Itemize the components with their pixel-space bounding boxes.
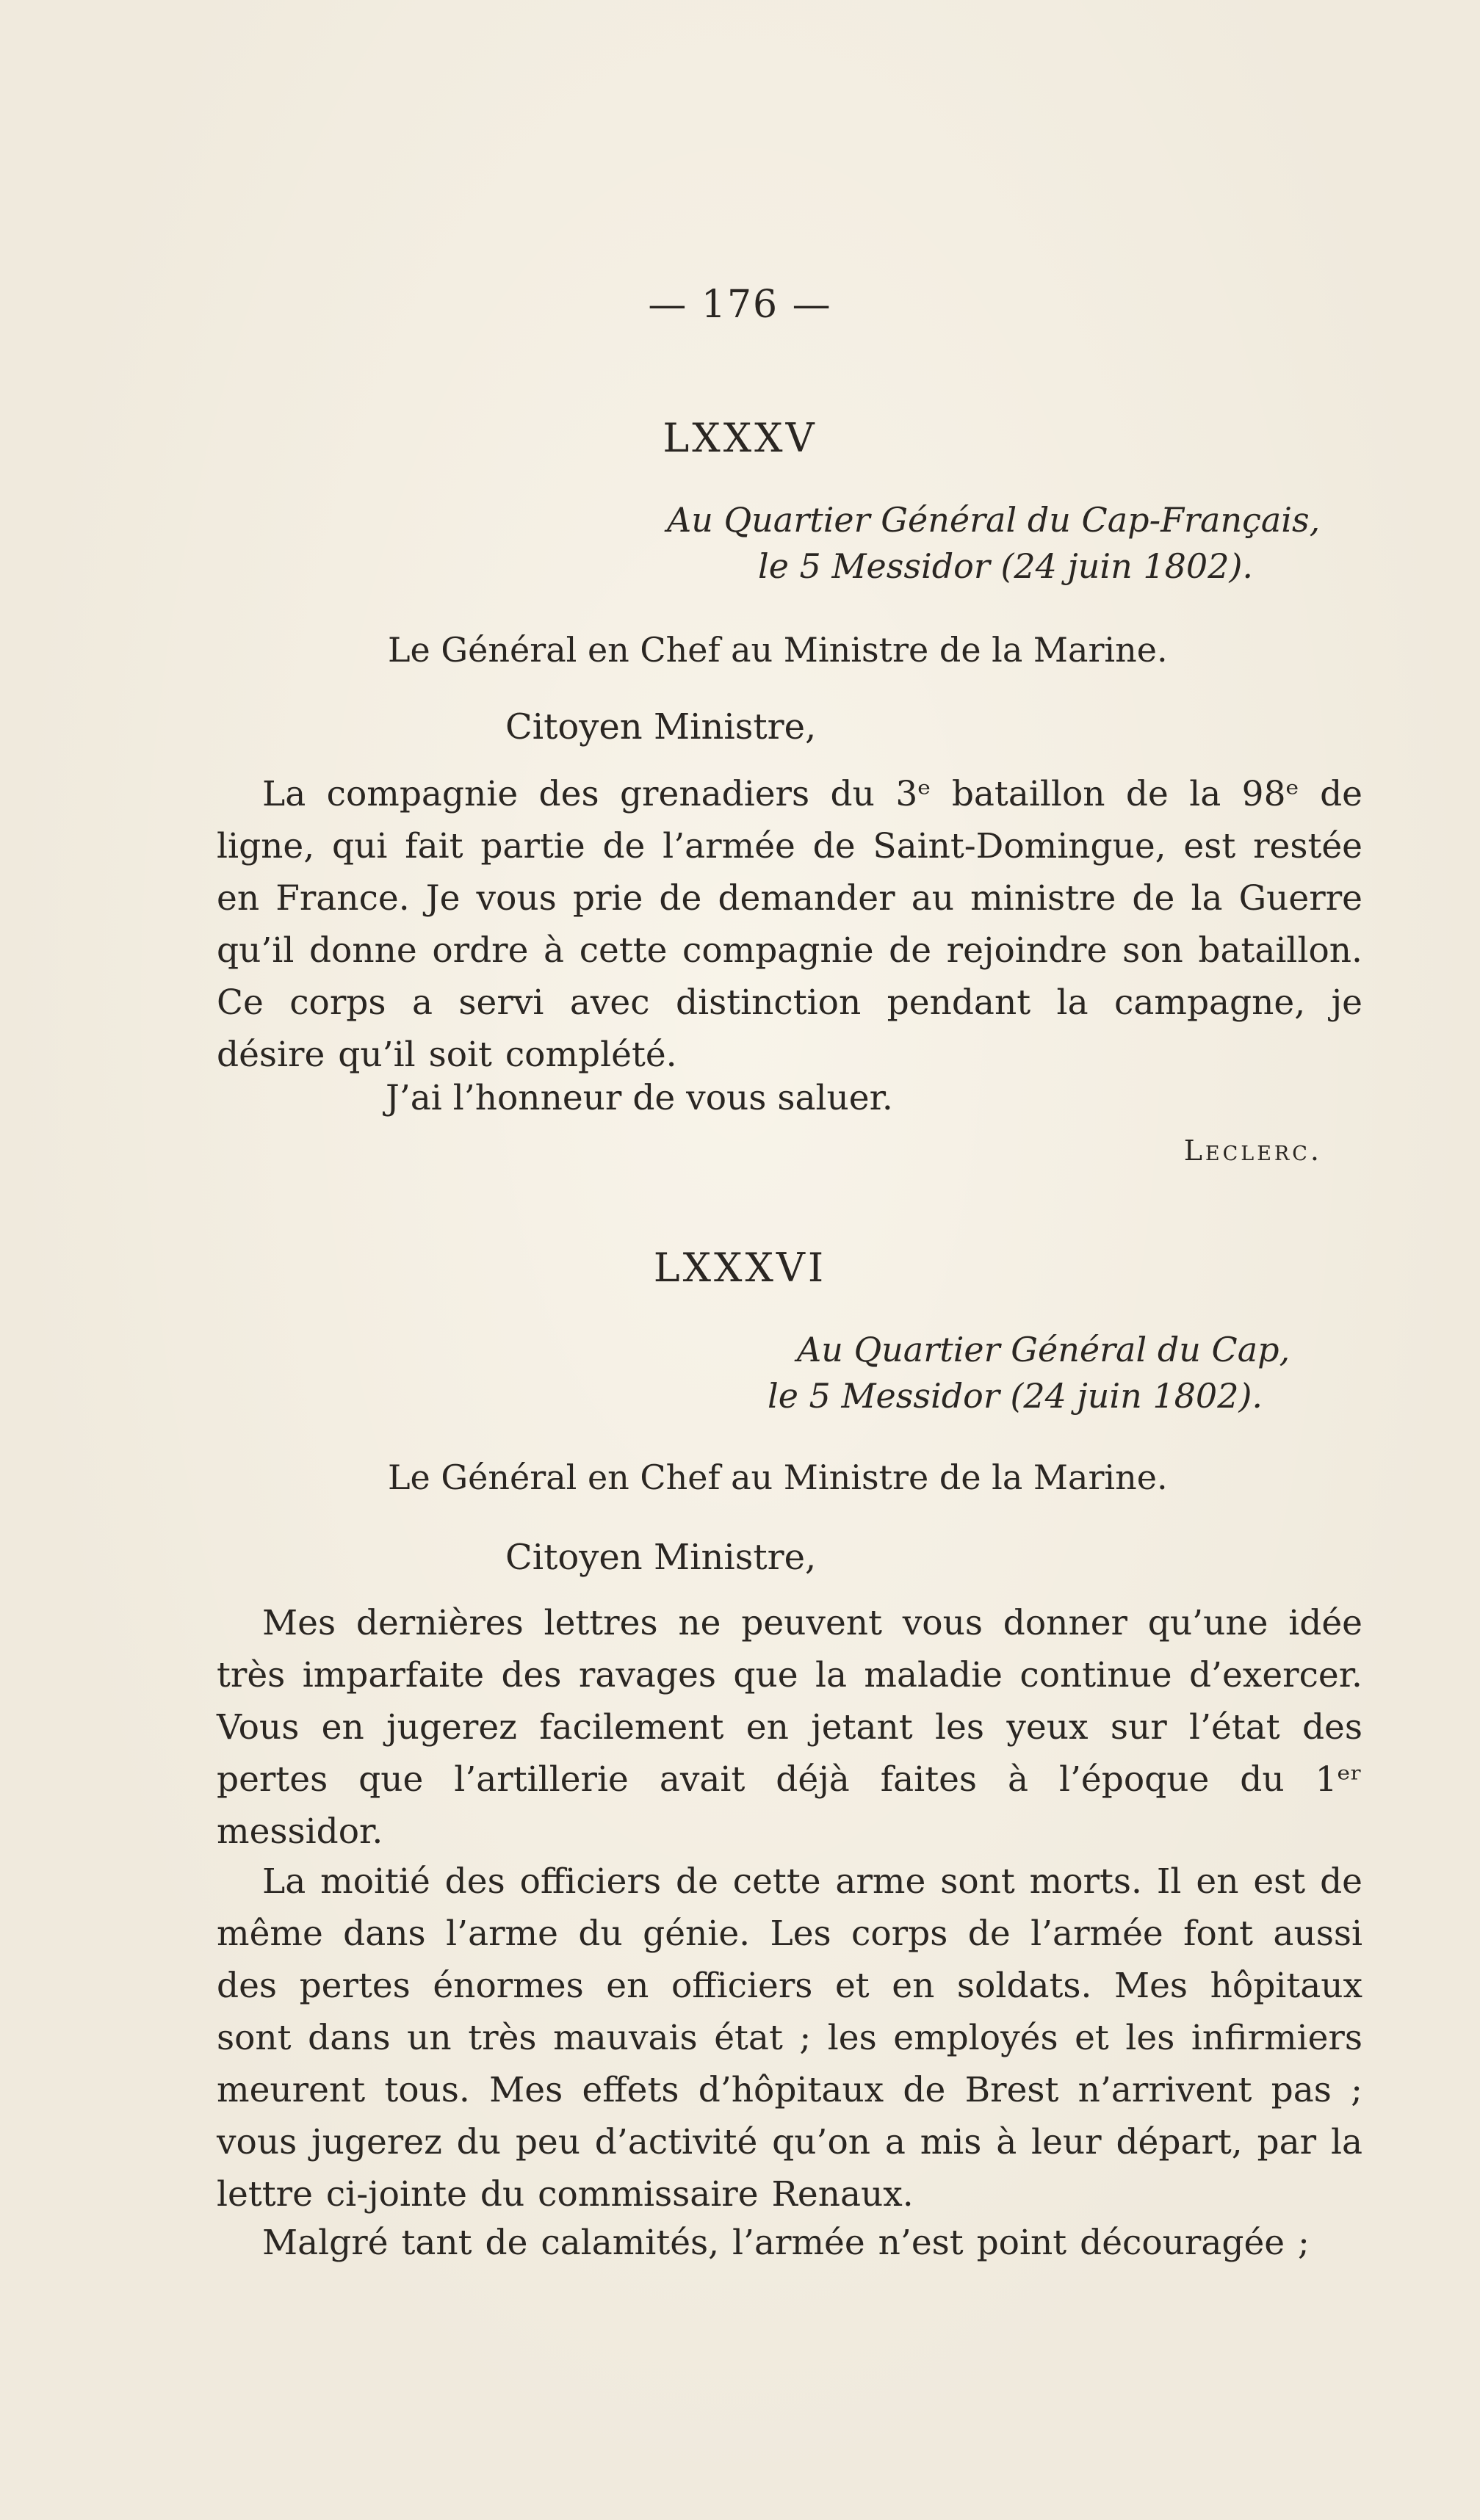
letter-heading: Le Général en Chef au Ministre de la Marine. [388, 1458, 1168, 1497]
letter-paragraph: Mes dernières lettres ne peuvent vous donner qu’une idée très imparfaite des ravages que la maladie continue d’exercer. Vous en jugerez facilement en jetant les yeux sur l’état des pertes que l’artillerie avait déjà faites à l’époque du 1ᵉʳ messidor. [217, 1603, 1362, 1852]
letter-signature: Leclerc. [1183, 1134, 1322, 1167]
letter-place: Au Quartier Général du Cap-Français, [667, 500, 1321, 540]
letter-numeral: LXXXV [663, 415, 817, 461]
letter-salutation: Citoyen Ministre, [505, 706, 817, 747]
letter-heading: Le Général en Chef au Ministre de la Marine. [388, 630, 1168, 670]
letter-paragraph: La moitié des officiers de cette arme sont morts. Il en est de même dans l’arme du génie. Les corps de l’armée font aussi des pertes énormes en officiers et en soldats. Mes hôpitaux sont dans un très mauvais état ; les employés et les infirmiers meurent tous. Mes effets d’hôpitaux de Brest n’arrivent pas ; vous jugerez du peu d’activité qu’on a mis à leur départ, par la lettre ci-jointe du commissaire Renaux. [217, 1861, 1362, 2215]
letter-paragraph: La compagnie des grenadiers du 3ᵉ bataillon de la 98ᵉ de ligne, qui fait partie de l’armée de Saint-Domingue, est restée en France. Je vous prie de demander au ministre de la Guerre qu’il donne ordre à cette compagnie de rejoindre son bataillon. Ce corps a servi avec distinction pendant la campagne, je désire qu’il soit complété. [217, 774, 1362, 1075]
page-number: — 176 — [648, 283, 832, 327]
letter-closing: J’ai l’honneur de vous saluer. [386, 1078, 893, 1118]
letter-paragraph: Malgré tant de calamités, l’armée n’est point découragée ; [262, 2223, 1310, 2263]
letter-date: le 5 Messidor (24 juin 1802). [758, 546, 1254, 586]
letter-date: le 5 Messidor (24 juin 1802). [768, 1376, 1263, 1416]
letter-place: Au Quartier Général du Cap, [797, 1330, 1291, 1369]
letter-numeral: LXXXVI [653, 1245, 827, 1291]
letter-salutation: Citoyen Ministre, [505, 1537, 817, 1578]
